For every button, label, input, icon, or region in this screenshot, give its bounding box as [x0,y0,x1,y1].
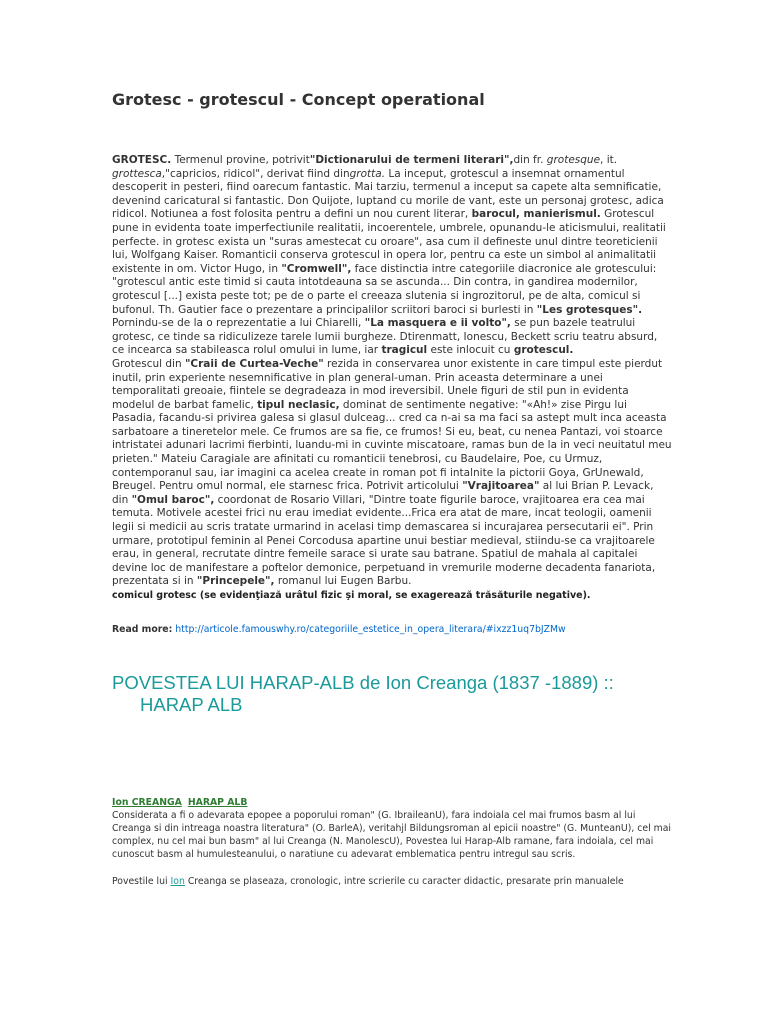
text-segment: din fr. [513,154,547,166]
section-heading-line2: HARAP ALB [140,694,243,715]
link-ion[interactable]: Ion [170,876,185,887]
text-segment: se pun bazele teatrului grotesc, ce tinde sa ridiculizeze tarele lumii burgheze. Dtirenmatt, Ionescu, Beckett scriu teatru absurd, ce incearca sa stabileasca rolul omului in lume, iar [112,317,658,357]
article-paragraph [112,358,672,589]
term-grotesc: GROTESC. [112,154,172,166]
bold-term: "Craii de Curtea-Veche" [184,357,324,370]
text-segment: Pornindu-se de la o reprezentatie a lui Chiarelli, [112,317,365,330]
text-segment: Termenul provine, potrivit [171,154,310,166]
section-heading [112,672,672,716]
text-segment: coordonat de Rosario Villari, "Dintre toate figurile baroce, vrajitoarea era cea mai temuta. Motivele acestei frici nu erau imediat evidente...Frica era atat de mare, incat teologii, oamenii legii si medicii au scris tratate urmarind in acelasi timp demascarea si incurajarea persecutarii ei". Prin urmare, prototipul feminin al Penei Corcodusa apartine unui bestiar medieval, stiindu-se ca vrajitoarele erau, in general, recrutate dintre femeile sarace si urate sau batrane. Spatiul de mahala al capitalei devine loc de manifestare a poftelor demonice, perpetuand in vremurile moderne decadenta fanariota, prezentata si in [112,493,656,588]
text-segment: Povestile lui [112,876,171,887]
bold-term: tipul neclasic, [257,398,340,411]
article-paragraph [112,154,672,358]
text-segment: al lui Brian P. Levack, din [112,480,654,506]
bold-term: "Les grotesques". [536,303,643,316]
text-segment: face distinctia intre categoriile diacronice ale grotescului: "grotescul antic este timid si cauta intotdeauna sa se ascunda... Din contra, in gandirea modernilor, grotescul [...] exista peste tot; pe de o parte el creeaza slutenia si ingrozitorul, pe de alta, comicul si bufonul. Th. Gautier face o prezentare a principalilor scriitori baroci si burlesti in [112,262,657,316]
section2-links [112,796,672,809]
italic-term: grotesque [546,154,601,166]
text-segment: romanul lui Eugen Barbu. [274,575,412,588]
bold-term: grotescul. [513,344,574,357]
text-segment: ,"capricios, ridicol", derivat fiind din [161,167,350,180]
read-more-link[interactable]: http://articole.famouswhy.ro/categoriile_estetice_in_opera_literara/#ixzz1uq7bJZMw [175,624,566,635]
bold-term: "Vrajitoarea" [462,480,540,493]
bold-term: "Princepele", [196,575,275,588]
text-segment: La inceput, grotescul a insemnat ornamentul descoperit in pesteri, fiind oarecum fantastic. Mai tarziu, termenul a inceput sa capete alta semnificatie, devenind caricatural si fantastic. Don Quijote, luptand cu morile de vant, este un personaj grotesc, adica ridicol. Notiunea a fost folosita pentru a defini un nou curent literar, [112,167,664,221]
read-more-label: Read more: [112,624,173,635]
section2-paragraph: Considerata a fi o adevarata epopee a poporului roman" (G. IbraileanU), fara indoiala cel mai frumos basm al lui Creanga si din intreaga noastra literatura" (O. BarleA), veritahjl Bildungsroman al epicii noastre" (G. MunteanU), cel mai complex, nu cel mai bun basm" al lui Creanga (N. ManolescU), Povestea lui Harap-Alb ramane, fara indoiala, cel mai cunoscut basm al humulesteanului, o naratiune cu adevarat emblematica pentru intregul sau scris. [112,810,671,860]
article-body [112,154,672,603]
text-segment: rezida in conservarea unor existente in care timpul este pierdut inutil, prin experiente nesemnificative in plan general-uman. Prin aceasta determinare a unei temporalitati greoaie, fiintele se degradeaza in mod ireversibil. Unele figuri de stil pun in evidenta modelul de barbat famelic, [112,357,663,411]
bold-term: "La masquera e ii volto", [364,317,511,330]
dictionary-reference: "Dictionarului de termeni literari", [309,154,514,166]
bold-term: "Cromwell", [281,262,352,275]
text-segment: dominat de sentimente negative: "«Ah!» zise Pirgu lui Pasadia, facandu-si privirea galesa si glasul dulceag... cred ca n-ai sa ma faci sa astept mult inca aceasta sarbatoare a tineretelor mele. Ce frumos are sa fie, ce frumos! Si eu, beat, cu nenea Pantazi, voi stoarce intristatei adunari lacrimi fierbinti, luandu-mi in cuvinte miscatoare, ramas bun de la in veci neuitatul meu prieten." Mateiu Caragiale are afinitati cu romanticii tenebrosi, cu Baudelaire, Poe, cu Urmuz, contemporanul sau, iar imagini ca acelea create in roman pot fi intalnite la pictorii Goya, GrUnewald, Breugel. Pentru omul normal, ele starnesc frica. Potrivit articolului [112,398,672,493]
text-segment: Grotescul pune in evidenta toate imperfectiunile realitatii, incoerentele, umbrele, opunandu-le aticismului, realitatii perfecte. in grotesc exista un "suras amestecat cu oroare", asa cum il defineste unul dintre teoreticienii lui, Wolfgang Kaiser. Romanticii conserva grotescul in opera lor, pentru ca este un simbol al animalitatii existente in om. Victor Hugo, in [112,208,666,275]
text-segment: Creanga se plaseaza, cronologic, intre scrierile cu caracter didactic, presarate prin manualele [184,876,624,887]
italic-term: grotta. [349,167,386,180]
link-ion-creanga[interactable]: Ion CREANGA [112,797,182,808]
section2-paragraph [112,875,672,888]
bold-term: barocul, manierismul. [471,208,601,221]
italic-term: grottesca [112,167,162,180]
text-segment: , it. [600,154,618,166]
text-segment: este inlocuit cu [427,344,514,357]
section-heading-line1: POVESTEA LUI HARAP-ALB de Ion Creanga (1837 -1889) :: [112,672,614,693]
read-more-line [112,624,566,635]
page-title: Grotesc - grotescul - Concept operational [112,90,485,109]
link-harap-alb[interactable]: HARAP ALB [187,797,248,808]
bold-term: "Omul baroc", [131,493,215,506]
text-segment: Grotescul din [112,357,185,370]
section2-body [112,796,672,888]
bold-term: tragicul [381,344,428,357]
caption-line: comicul grotesc (se evidenţiază urâtul fizic şi moral, se exagerează trăsăturile negative). [112,590,591,601]
